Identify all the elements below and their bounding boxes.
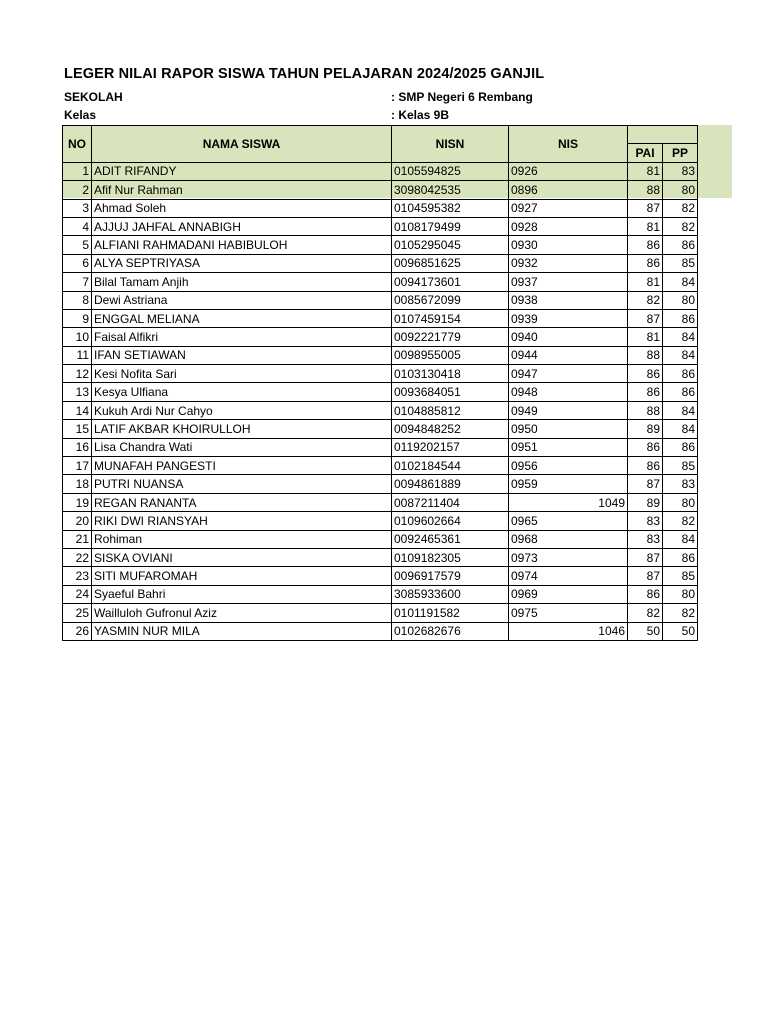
- cell-no: 16: [63, 438, 92, 456]
- cell-no: 15: [63, 420, 92, 438]
- cell-nis: 0975: [509, 604, 628, 622]
- cell-nisn: 3098042535: [392, 181, 509, 199]
- cell-pai: 88: [628, 346, 663, 364]
- cell-no: 25: [63, 604, 92, 622]
- table-row: [63, 548, 698, 566]
- cell-pp: 80: [663, 181, 698, 199]
- cell-pai: 81: [628, 162, 663, 180]
- table-row: [63, 585, 698, 603]
- cell-name: MUNAFAH PANGESTI: [92, 457, 392, 475]
- cell-nisn: 0094861889: [392, 475, 509, 493]
- cell-pai: 86: [628, 365, 663, 383]
- cell-pp: 84: [663, 273, 698, 291]
- cell-nisn: 0094173601: [392, 273, 509, 291]
- grades-table: [62, 125, 698, 641]
- cell-nisn: 0093684051: [392, 383, 509, 401]
- cell-pp: 82: [663, 604, 698, 622]
- cell-no: 1: [63, 162, 92, 180]
- cell-pai: 89: [628, 493, 663, 511]
- cell-name: LATIF AKBAR KHOIRULLOH: [92, 420, 392, 438]
- school-label: SEKOLAH: [64, 90, 123, 104]
- cell-name: ALYA SEPTRIYASA: [92, 254, 392, 272]
- cell-name: Kesya Ulfiana: [92, 383, 392, 401]
- cell-pai: 86: [628, 585, 663, 603]
- table-row: [63, 567, 698, 585]
- school-value: : SMP Negeri 6 Rembang: [391, 90, 533, 104]
- cell-pp: 84: [663, 420, 698, 438]
- cell-pp: 86: [663, 548, 698, 566]
- cell-pai: 87: [628, 548, 663, 566]
- table-row: [63, 236, 698, 254]
- col-header-pp: PP: [663, 144, 698, 162]
- cell-name: Ahmad Soleh: [92, 199, 392, 217]
- cell-pp: 84: [663, 346, 698, 364]
- cell-nisn: 0085672099: [392, 291, 509, 309]
- cell-nis: 0937: [509, 273, 628, 291]
- table-row: [63, 530, 698, 548]
- table-row: [63, 217, 698, 235]
- cell-no: 21: [63, 530, 92, 548]
- cell-pp: 84: [663, 328, 698, 346]
- table-row: [63, 512, 698, 530]
- cell-pp: 50: [663, 622, 698, 640]
- cell-no: 2: [63, 181, 92, 199]
- table-row: [63, 438, 698, 456]
- cell-nis: 0969: [509, 585, 628, 603]
- cell-name: Afif Nur Rahman: [92, 181, 392, 199]
- cell-no: 14: [63, 401, 92, 419]
- cell-pp: 85: [663, 567, 698, 585]
- page-title: LEGER NILAI RAPOR SISWA TAHUN PELAJARAN 2024/2025 GANJIL: [64, 66, 545, 82]
- cell-pp: 84: [663, 530, 698, 548]
- cell-nis: 0928: [509, 217, 628, 235]
- cell-nis: 0926: [509, 162, 628, 180]
- cell-nis: 0950: [509, 420, 628, 438]
- cell-pai: 88: [628, 181, 663, 199]
- cell-nisn: 0096851625: [392, 254, 509, 272]
- cell-nisn: 0109182305: [392, 548, 509, 566]
- cell-no: 19: [63, 493, 92, 511]
- cell-name: Kesi Nofita Sari: [92, 365, 392, 383]
- cell-pp: 85: [663, 254, 698, 272]
- cell-nis: 0956: [509, 457, 628, 475]
- cell-name: ENGGAL MELIANA: [92, 309, 392, 327]
- cell-name: RIKI DWI RIANSYAH: [92, 512, 392, 530]
- cell-pp: 80: [663, 585, 698, 603]
- table-row: [63, 493, 698, 511]
- cell-no: 11: [63, 346, 92, 364]
- class-label: Kelas: [64, 108, 97, 122]
- cell-pp: 83: [663, 162, 698, 180]
- student-rows: [63, 162, 698, 640]
- cell-nisn: 0087211404: [392, 493, 509, 511]
- class-row: [64, 108, 450, 122]
- table-row: [63, 346, 698, 364]
- cell-nis: 0948: [509, 383, 628, 401]
- cell-pp: 86: [663, 309, 698, 327]
- cell-nisn: 0105295045: [392, 236, 509, 254]
- cell-name: Bilal Tamam Anjih: [92, 273, 392, 291]
- cell-name: ADIT RIFANDY: [92, 162, 392, 180]
- cell-pai: 82: [628, 291, 663, 309]
- cell-name: ALFIANI RAHMADANI HABIBULOH: [92, 236, 392, 254]
- cell-no: 23: [63, 567, 92, 585]
- cell-pai: 87: [628, 567, 663, 585]
- cell-pai: 86: [628, 254, 663, 272]
- cell-pai: 86: [628, 457, 663, 475]
- cell-name: Dewi Astriana: [92, 291, 392, 309]
- cell-nis: 0947: [509, 365, 628, 383]
- cell-no: 24: [63, 585, 92, 603]
- table-row: [63, 162, 698, 180]
- col-header-pai: PAI: [628, 144, 663, 162]
- cell-pai: 87: [628, 309, 663, 327]
- cell-nisn: 0092221779: [392, 328, 509, 346]
- cell-no: 5: [63, 236, 92, 254]
- cell-nisn: 0108179499: [392, 217, 509, 235]
- cell-name: YASMIN NUR MILA: [92, 622, 392, 640]
- subject-group-header: [628, 126, 698, 144]
- cell-no: 10: [63, 328, 92, 346]
- cell-pai: 86: [628, 438, 663, 456]
- cell-nis: 0939: [509, 309, 628, 327]
- table-row: [63, 328, 698, 346]
- cell-pai: 82: [628, 604, 663, 622]
- cell-pai: 81: [628, 328, 663, 346]
- cell-no: 7: [63, 273, 92, 291]
- cell-nis: 0959: [509, 475, 628, 493]
- cell-no: 17: [63, 457, 92, 475]
- col-header-name: NAMA SISWA: [92, 126, 392, 163]
- cell-pai: 83: [628, 530, 663, 548]
- cell-nisn: 0104595382: [392, 199, 509, 217]
- table-row: [63, 457, 698, 475]
- cell-name: Faisal Alfikri: [92, 328, 392, 346]
- cell-nis: 0930: [509, 236, 628, 254]
- table-row: [63, 273, 698, 291]
- table-row: [63, 199, 698, 217]
- cell-nisn: 3085933600: [392, 585, 509, 603]
- cell-nis: 0974: [509, 567, 628, 585]
- cell-nis: 1049: [509, 493, 628, 511]
- class-value: : Kelas 9B: [391, 108, 450, 122]
- cell-name: REGAN RANANTA: [92, 493, 392, 511]
- cell-pp: 82: [663, 199, 698, 217]
- table-row: [63, 181, 698, 199]
- cell-no: 3: [63, 199, 92, 217]
- cell-name: SITI MUFAROMAH: [92, 567, 392, 585]
- cell-pp: 86: [663, 236, 698, 254]
- table-row: [63, 420, 698, 438]
- cell-pp: 86: [663, 438, 698, 456]
- cell-name: Kukuh Ardi Nur Cahyo: [92, 401, 392, 419]
- cell-pp: 83: [663, 475, 698, 493]
- cell-nis: 0949: [509, 401, 628, 419]
- cell-no: 22: [63, 548, 92, 566]
- cell-no: 8: [63, 291, 92, 309]
- cell-no: 18: [63, 475, 92, 493]
- cell-nis: 0965: [509, 512, 628, 530]
- cell-name: Wailluloh Gufronul Aziz: [92, 604, 392, 622]
- cell-nis: 0896: [509, 181, 628, 199]
- cell-no: 12: [63, 365, 92, 383]
- cell-nis: 0951: [509, 438, 628, 456]
- cell-nisn: 0109602664: [392, 512, 509, 530]
- cell-nis: 0938: [509, 291, 628, 309]
- cell-pai: 89: [628, 420, 663, 438]
- cell-nis: 0932: [509, 254, 628, 272]
- cell-no: 26: [63, 622, 92, 640]
- cell-nis: 0944: [509, 346, 628, 364]
- cell-pai: 87: [628, 199, 663, 217]
- col-header-no: NO: [63, 126, 92, 163]
- cell-nisn: 0103130418: [392, 365, 509, 383]
- cell-name: AJJUJ JAHFAL ANNABIGH: [92, 217, 392, 235]
- table-row: [63, 622, 698, 640]
- cell-pai: 50: [628, 622, 663, 640]
- cell-pp: 82: [663, 512, 698, 530]
- cell-nisn: 0098955005: [392, 346, 509, 364]
- cell-name: Rohiman: [92, 530, 392, 548]
- cell-name: PUTRI NUANSA: [92, 475, 392, 493]
- cell-pp: 84: [663, 401, 698, 419]
- cell-pp: 82: [663, 217, 698, 235]
- cell-no: 6: [63, 254, 92, 272]
- cell-pai: 81: [628, 217, 663, 235]
- cell-nisn: 0119202157: [392, 438, 509, 456]
- table-row: [63, 383, 698, 401]
- cell-pp: 86: [663, 365, 698, 383]
- col-header-nisn: NISN: [392, 126, 509, 163]
- cell-nisn: 0092465361: [392, 530, 509, 548]
- table-row: [63, 604, 698, 622]
- cell-nisn: 0102184544: [392, 457, 509, 475]
- cell-name: SISKA OVIANI: [92, 548, 392, 566]
- cell-nisn: 0102682676: [392, 622, 509, 640]
- cell-pp: 86: [663, 383, 698, 401]
- cell-no: 13: [63, 383, 92, 401]
- cell-name: Lisa Chandra Wati: [92, 438, 392, 456]
- cell-pai: 86: [628, 383, 663, 401]
- cell-name: IFAN SETIAWAN: [92, 346, 392, 364]
- cell-nisn: 0101191582: [392, 604, 509, 622]
- cell-pp: 80: [663, 291, 698, 309]
- table-row: [63, 309, 698, 327]
- table-row: [63, 291, 698, 309]
- cell-pp: 85: [663, 457, 698, 475]
- cell-no: 9: [63, 309, 92, 327]
- school-row: [64, 90, 533, 104]
- cell-nisn: 0107459154: [392, 309, 509, 327]
- cell-pai: 81: [628, 273, 663, 291]
- table-row: [63, 365, 698, 383]
- cell-nis: 0968: [509, 530, 628, 548]
- cell-pai: 88: [628, 401, 663, 419]
- cell-no: 4: [63, 217, 92, 235]
- cell-pai: 86: [628, 236, 663, 254]
- cell-no: 20: [63, 512, 92, 530]
- table-row: [63, 254, 698, 272]
- cell-nisn: 0105594825: [392, 162, 509, 180]
- cell-pai: 87: [628, 475, 663, 493]
- cell-nisn: 0096917579: [392, 567, 509, 585]
- cell-nisn: 0094848252: [392, 420, 509, 438]
- cell-nis: 1046: [509, 622, 628, 640]
- cell-pai: 83: [628, 512, 663, 530]
- cell-nis: 0973: [509, 548, 628, 566]
- cell-pp: 80: [663, 493, 698, 511]
- table-row: [63, 401, 698, 419]
- cell-name: Syaeful Bahri: [92, 585, 392, 603]
- table-row: [63, 475, 698, 493]
- cell-nis: 0940: [509, 328, 628, 346]
- col-header-nis: NIS: [509, 126, 628, 163]
- cell-nis: 0927: [509, 199, 628, 217]
- cell-nisn: 0104885812: [392, 401, 509, 419]
